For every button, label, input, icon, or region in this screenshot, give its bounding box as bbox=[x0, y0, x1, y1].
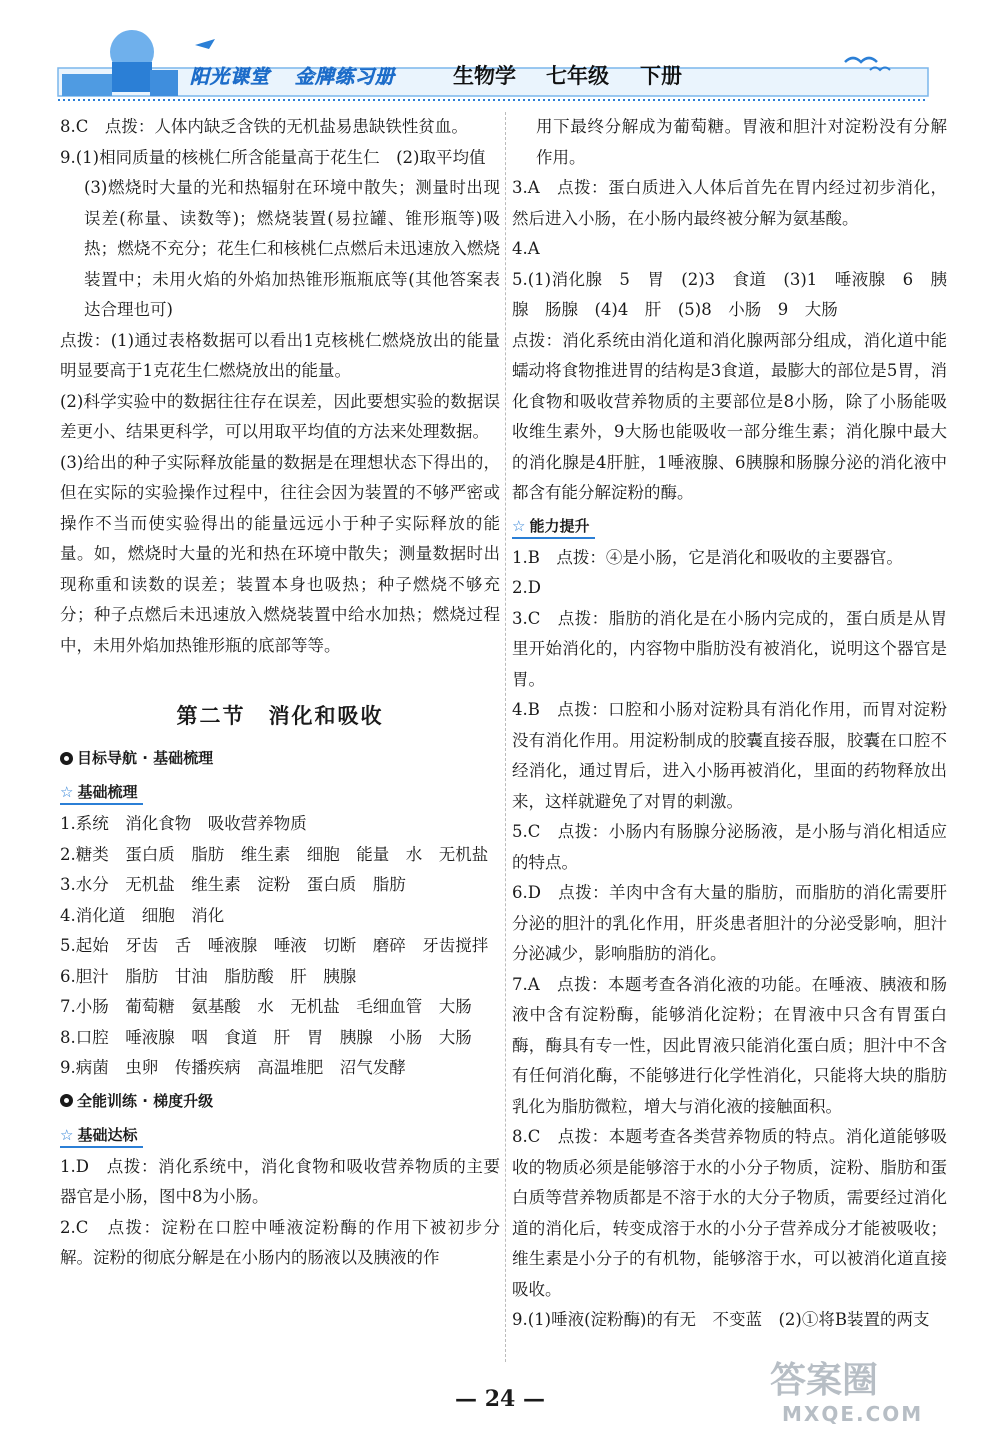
star-icon: ☆ bbox=[60, 783, 74, 801]
right-column bbox=[512, 112, 947, 1336]
list-item: 3.水分 无机盐 维生素 淀粉 蛋白质 脂肪 bbox=[60, 875, 406, 894]
target-icon bbox=[60, 1094, 73, 1107]
list-item: 1.D 点拨：消化系统中，消化食物和吸收营养物质的主要器官是小肠，图中8为小肠。 bbox=[60, 1156, 500, 1206]
hint-paragraph: (3)给出的种子实际释放能量的数据是在理想状态下得出的，但在实际的实验操作过程中，往往会因为装置的不够严密或操作不当而使实验得出的能量远远小于种子实际释放的能量。如，燃烧时大量的光和热在环境中散失；测量数据时出现称重和读数的误差；装置本身也吸热；种子燃烧不够充分；种子点燃后未迅速放入燃烧装置中给水加热；燃烧过程中，未用外焰加热锥形瓶的底部等等。 bbox=[60, 452, 500, 655]
list-item: 2.D bbox=[512, 578, 541, 597]
hint-paragraph: 点拨：消化系统由消化道和消化腺两部分组成，消化道中能蠕动将食物推进胃的结构是3食道，最膨大的部位是5胃，消化食物和吸收营养物质的主要部位是8小肠，除了小肠能吸收维生素外，9大肠也能吸收一部分维生素；消化腺中最大的消化腺是4肝脏，1唾液腺、6胰腺和肠腺分泌的消化液中都含有能分解淀粉的酶。 bbox=[512, 330, 947, 502]
hint-paragraph: (2)科学实验中的数据往往存在误差，因此要想实验的数据误差更小、结果更科学，可以用取平均值的方法来处理数据。 bbox=[60, 391, 500, 441]
list-item: 8.口腔 唾液腺 咽 食道 肝 胃 胰腺 小肠 大肠 bbox=[60, 1027, 472, 1047]
header-volume: 下册 bbox=[640, 64, 682, 88]
watermark-url: MXQE.COM bbox=[782, 1402, 924, 1426]
subheading-label: 基础梳理 bbox=[77, 783, 138, 801]
list-item: 1.系统 消化食物 吸收营养物质 bbox=[60, 814, 307, 833]
list-item: 7.小肠 葡萄糖 氨基酸 水 无机盐 毛细血管 大肠 bbox=[60, 997, 472, 1016]
header-subject: 生物学 bbox=[453, 64, 516, 88]
brand-sunshine-classroom: 阳光课堂 bbox=[190, 66, 271, 88]
subheading-ability bbox=[512, 515, 595, 539]
page-header bbox=[0, 0, 1000, 110]
answer-line: 9.(1)相同质量的核桃仁所含能量高于花生仁 (2)取平均值 bbox=[60, 147, 486, 167]
list-item: 3.C 点拨：脂肪的消化是在小肠内完成的，蛋白质是从胃里开始消化的，内容物中脂肪没有被消化，说明这个器官是胃。 bbox=[512, 608, 947, 689]
subheading-label: 基础达标 bbox=[77, 1125, 138, 1144]
target-icon bbox=[60, 752, 73, 765]
subheading-basic-standard bbox=[60, 1124, 143, 1148]
list-item: 4.消化道 细胞 消化 bbox=[60, 905, 225, 925]
list-item: 4.B 点拨：口腔和小肠对淀粉具有消化作用，而胃对淀粉没有消化作用。用淀粉制成的胶囊直接吞服，胶囊在口腔不经消化，通过胃后，进入小肠再被消化，里面的药物释放出来，这样就避免了对胃的刺激。 bbox=[512, 700, 947, 811]
list-item: 8.C 点拨：本题考查各类营养物质的特点。消化道能够吸收的物质必须是能够溶于水的小分子物质，淀粉、脂肪和蛋白质等营养物质都是不溶于水的大分子物质，需要经过消化道的消化后，转变成溶于水的小分子营养成分才能被吸收；维生素是小分子的有机物，能够溶于水，可以被消化道直接吸收。 bbox=[512, 1127, 947, 1299]
answer-line: (3)燃烧时大量的光和热辐射在环境中散失；测量时出现误差(称量、读数等)；燃烧装置(易拉罐、锥形瓶等)吸热；燃烧不充分；花生仁和核桃仁点燃后未迅速放入燃烧装置中；未用火焰的外焰加热锥形瓶瓶底等(其他答案表达合理也可) bbox=[84, 178, 500, 319]
page-number: — 24 — bbox=[455, 1386, 545, 1412]
bird-icon bbox=[845, 58, 877, 62]
brand-gold-workbook: 金牌练习册 bbox=[295, 66, 396, 88]
answer-line: 8.C 点拨：人体内缺乏含铁的无机盐易患缺铁性贫血。 bbox=[60, 117, 468, 136]
answer-line: 3.A 点拨：蛋白质进入人体后首先在胃内经过初步消化，然后进入小肠，在小肠内最终被分解为氨基酸。 bbox=[512, 178, 947, 228]
list-item: 9.病菌 虫卵 传播疾病 高温堆肥 沼气发酵 bbox=[60, 1058, 406, 1077]
subheading-basics bbox=[60, 781, 143, 805]
list-item: 2.C 点拨：淀粉在口腔中唾液淀粉酶的作用下被初步分解。淀粉的彻底分解是在小肠内的肠液以及胰液的作 bbox=[60, 1217, 500, 1267]
star-icon: ☆ bbox=[512, 516, 526, 535]
module-heading-label: 目标导航 · 基础梳理 bbox=[77, 749, 214, 767]
list-item: 1.B 点拨：④是小肠，它是消化和吸收的主要器官。 bbox=[512, 547, 903, 567]
watermark-logo bbox=[750, 1352, 980, 1430]
list-item: 5.C 点拨：小肠内有肠腺分泌肠液，是小肠与消化相适应的特点。 bbox=[512, 822, 947, 872]
list-item: 6.D 点拨：羊肉中含有大量的脂肪，而脂肪的消化需要肝分泌的胆汁的乳化作用，肝炎患者胆汁的分泌受影响，胆汁分泌减少，影响脂肪的消化。 bbox=[512, 883, 947, 963]
paper-plane-icon bbox=[195, 39, 215, 49]
header-banner-art bbox=[0, 0, 1000, 110]
module-heading-goals bbox=[60, 743, 500, 773]
module-heading-label: 全能训练 · 梯度升级 bbox=[77, 1091, 214, 1110]
subheading-label: 能力提升 bbox=[529, 516, 590, 535]
answer-line: 5.(1)消化腺 5 胃 (2)3 食道 (3)1 唾液腺 6 胰腺 肠腺 (4)4 肝 (5)8 小肠 9 大肠 bbox=[512, 269, 947, 319]
hint-paragraph: 点拨：(1)通过表格数据可以看出1克核桃仁燃烧放出的能量明显要高于1克花生仁燃烧放出的能量。 bbox=[60, 330, 500, 380]
left-column bbox=[60, 112, 500, 1274]
header-grade: 七年级 bbox=[546, 64, 609, 88]
list-item: 9.(1)唾液(淀粉酶)的有无 不变蓝 (2)①将B装置的两支 bbox=[512, 1310, 930, 1329]
column-divider bbox=[505, 112, 507, 1362]
answer-line: 用下最终分解成为葡萄糖。胃液和胆汁对淀粉没有分解作用。 bbox=[536, 117, 947, 167]
section-title: 第二节 消化和吸收 bbox=[176, 704, 384, 728]
list-item: 5.起始 牙齿 舌 唾液腺 唾液 切断 磨碎 牙齿搅拌 bbox=[60, 936, 489, 955]
list-item: 7.A 点拨：本题考查各消化液的功能。在唾液、胰液和肠液中含有淀粉酶，能够消化淀粉；在胃液中只含有胃蛋白酶，酶具有专一性，因此胃液只能消化蛋白质；胆汁中不含有任何消化酶，不能够进行化学性消化，只能将大块的脂肪乳化为脂肪微粒，增大与消化液的接触面积。 bbox=[512, 974, 947, 1116]
watermark-text: 答案圈 bbox=[770, 1360, 879, 1401]
list-item: 2.糖类 蛋白质 脂肪 维生素 细胞 能量 水 无机盐 bbox=[60, 844, 489, 864]
list-item: 6.胆汁 脂肪 甘油 脂肪酸 肝 胰腺 bbox=[60, 966, 357, 986]
module-heading-training bbox=[60, 1086, 500, 1116]
answer-line: 4.A bbox=[512, 239, 540, 258]
star-icon: ☆ bbox=[60, 1125, 74, 1144]
